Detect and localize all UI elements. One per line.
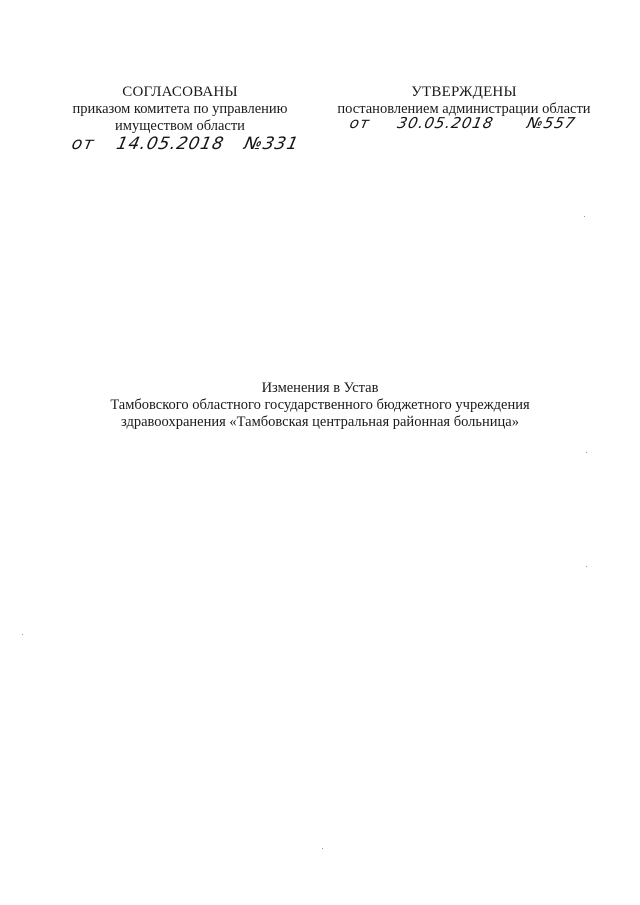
approved-title: УТВЕРЖДЕНЫ <box>411 84 517 100</box>
handwritten-date: 30.05.2018 <box>395 114 496 132</box>
handwritten-number: №557 <box>525 114 578 132</box>
document-heading: Изменения в Устав <box>261 380 379 396</box>
handwritten-agreed-date-number <box>70 134 301 154</box>
agreed-line-1: приказом комитета по управлению <box>72 101 288 117</box>
handwritten-prefix: от <box>69 134 97 154</box>
handwritten-prefix: от <box>348 114 372 132</box>
document-subtitle-line-2: здравоохранения «Тамбовская центральная районная больница» <box>121 414 519 430</box>
document-title-block <box>60 380 580 431</box>
handwritten-approved-date-number <box>348 114 577 132</box>
approval-block-agreed <box>58 84 302 135</box>
scan-speck <box>322 848 323 849</box>
handwritten-date: 14.05.2018 <box>114 134 227 154</box>
scan-speck <box>586 452 587 453</box>
document-subtitle-line-1: Тамбовского областного государственного бюджетного учреждения <box>110 397 530 413</box>
agreed-title: СОГЛАСОВАНЫ <box>122 84 238 100</box>
scan-speck <box>22 634 23 635</box>
approved-line-1: постановлением администрации области <box>337 101 591 117</box>
handwritten-number: №331 <box>242 134 301 154</box>
approval-block-approved <box>326 84 602 118</box>
scan-speck <box>584 216 585 217</box>
scan-speck <box>586 566 587 567</box>
agreed-line-2: имуществом области <box>115 118 245 134</box>
